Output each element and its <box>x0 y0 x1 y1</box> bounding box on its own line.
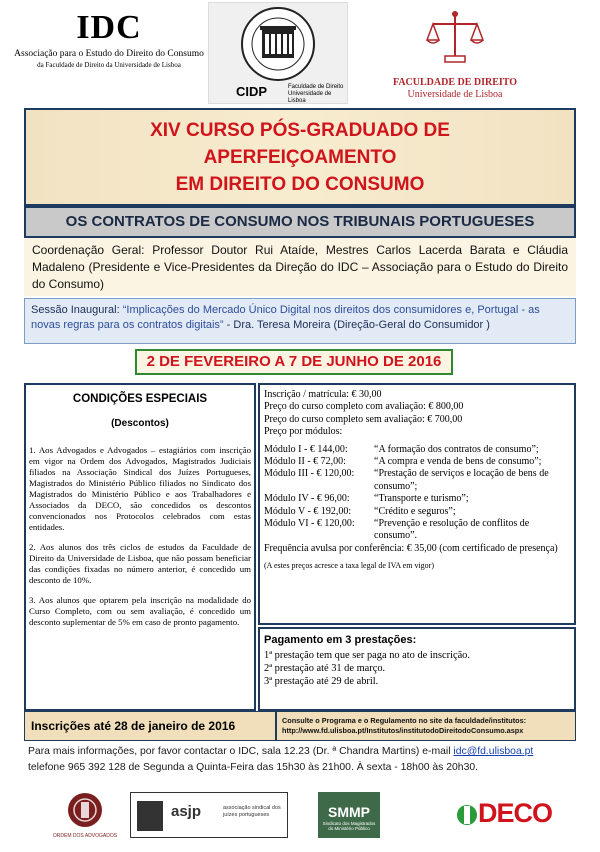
asjp-logo <box>130 792 288 838</box>
idc-sub: da Faculdade de Direito da Universidade de Lisboa <box>37 61 181 69</box>
module-row: Módulo II - € 72,00: “A compra e venda de bens de consumo”; <box>264 456 542 468</box>
smmp-sub: Sindicato dos Magistrados do Ministério Público <box>322 821 376 831</box>
title-line1: XIV CURSO PÓS-GRADUADO DE <box>150 120 450 141</box>
cidp-acronym: CIDP <box>236 84 268 99</box>
price-modules-label: Preço por módulos: <box>264 426 343 438</box>
session-speaker: - Dra. Teresa Moreira (Direção-Geral do Consumidor ) <box>223 319 490 331</box>
module-row: Módulo III - € 120,00: “Prestação de serviços e locação de bens de consumo”; <box>264 468 549 492</box>
idc-logo <box>14 8 204 98</box>
contact-line1: Para mais informações, por favor contactar o IDC, sala 12.23 (Dr. ª Chandra Martins) e-mail <box>28 746 454 757</box>
price-full-eval: Preço do curso completo com avaliação: € 800,00 <box>264 401 464 413</box>
idc-name: Associação para o Estudo do Direito do Consumo <box>14 49 204 59</box>
cidp-logo <box>208 2 348 104</box>
payment-heading: Pagamento em 3 prestações: <box>264 634 417 646</box>
condition-1: 1. Aos Advogados e Advogados – estagiários com inscrição em vigor na Ordem dos Advogados, Magistrados Judiciais filiados na Associação Sindical dos Juízes Portugueses, Magistrados do Ministério Público filiados no Sindicato dos Magistrados do Ministério Público e aos Trabalhadores e Associados da DECO, são concedidos os descontos convencionados nos Protocolos celebrados com estas entidades. <box>29 445 251 532</box>
fd-logo <box>390 10 520 100</box>
vat-note: (A estes preços acresce a taxa legal de IVA em vigor) <box>264 561 435 571</box>
cidp-sub: Faculdade de Direito Universidade de Lisboa <box>288 84 344 104</box>
oa-seal-icon <box>65 792 105 828</box>
module-row: Módulo I - € 144,00: “A formação dos contratos de consumo”; <box>264 443 539 455</box>
price-full-noeval: Preço do curso completo sem avaliação: € 700,00 <box>264 413 463 425</box>
payment-item: 3ª prestação até 29 de abril. <box>264 676 379 687</box>
payment-item: 1ª prestação tem que ser paga no ato de inscrição. <box>264 650 470 661</box>
module-row: Módulo IV - € 96,00: “Transporte e turismo”; <box>264 493 469 505</box>
oa-name: ORDEM DOS ADVOGADOS <box>52 833 118 839</box>
module-row: Módulo V - € 192,00: “Crédito e seguros”; <box>264 505 456 517</box>
course-dates: 2 DE FEVEREIRO A 7 DE JUNHO DE 2016 <box>135 349 453 375</box>
conditions-subheading: (Descontos) <box>111 418 169 429</box>
contact-line2: telefone 965 392 128 de Segunda a Quinta-Feira das 15h30 às 21h00. À sexta - 18h00 às 20h30. <box>28 762 479 773</box>
programme-url-link[interactable]: http://www.fd.ulisboa.pt/Institutos/institutodoDireitodoConsumo.aspx <box>282 726 524 735</box>
fd-line2: Universidade de Lisboa <box>407 89 503 100</box>
registration-deadline: Inscrições até 28 de janeiro de 2016 <box>24 711 276 741</box>
inaugural-session <box>24 298 576 344</box>
idc-acronym: IDC <box>76 9 142 46</box>
session-label: Sessão Inaugural: <box>31 304 120 316</box>
payment-item: 2ª prestação até 31 de março. <box>264 663 386 674</box>
coordination-text: Coordenação Geral: Professor Doutor Rui Ataíde, Mestres Carlos Lacerda Barata e Cláudia Madaleno (Presidente e Vice-Presidentes da Direção do IDC – Associação para o Estudo do Direito do Consumo) <box>24 238 576 296</box>
asjp-sub: associação sindical dos juízes portugueses <box>223 805 281 818</box>
title-line3: EM DIREITO DO CONSUMO <box>175 174 425 195</box>
asjp-acronym: asjp <box>171 803 202 820</box>
contact-info <box>24 742 576 778</box>
condition-3: 3. Aos alunos que optarem pela inscrição na modalidade do Curso Completo, com ou sem avaliação, é concedido um desconto suplementar de 5% em caso de pronto pagamento. <box>29 595 251 627</box>
deco-logo <box>456 792 556 838</box>
payment-box <box>258 627 576 711</box>
programme-line: Consulte o Programa e o Regulamento no site da faculdade/institutos: <box>282 716 527 725</box>
smmp-acronym: SMMP <box>328 804 370 820</box>
deco-mark-icon <box>456 800 478 830</box>
course-subtitle: OS CONTRATOS DE CONSUMO NOS TRIBUNAIS PORTUGUESES <box>24 206 576 238</box>
prices-box <box>258 383 576 625</box>
conditions-heading: CONDIÇÕES ESPECIAIS <box>72 393 208 405</box>
condition-2: 2. Aos alunos dos três ciclos de estudos da Faculdade de Direito da Universidade de Lisboa, que não possam beneficiar das condições fixadas no número anterior, é concedido um desconto de 10%. <box>29 542 251 585</box>
asjp-mark-icon <box>137 801 163 831</box>
fd-line1: FACULDADE DE DIREITO <box>392 77 518 88</box>
deco-name: DECO <box>478 798 553 828</box>
special-conditions <box>24 383 256 711</box>
price-enrolment: Inscrição / matrícula: € 30,00 <box>264 389 382 400</box>
ordem-advogados-logo <box>52 792 118 838</box>
contact-email-link[interactable]: idc@fd.ulisboa.pt <box>453 746 534 757</box>
programme-info <box>276 711 576 741</box>
title-line2: APERFEIÇOAMENTO <box>203 147 397 168</box>
smmp-logo <box>318 792 380 838</box>
cidp-seal-icon <box>240 6 316 87</box>
price-per-conference: Frequência avulsa por conferência: € 35,00 (com certificado de presença) <box>264 542 558 554</box>
session-quote: “Implicações do Mercado Único Digital nos direitos dos consumidores e, Portugal - as novas regras para os contratos digitais” <box>31 304 540 331</box>
course-title <box>24 108 576 206</box>
module-row: Módulo VI - € 120,00: “Prevenção e resolução de conflitos de consumo”. <box>264 518 530 542</box>
scales-icon <box>425 10 485 68</box>
